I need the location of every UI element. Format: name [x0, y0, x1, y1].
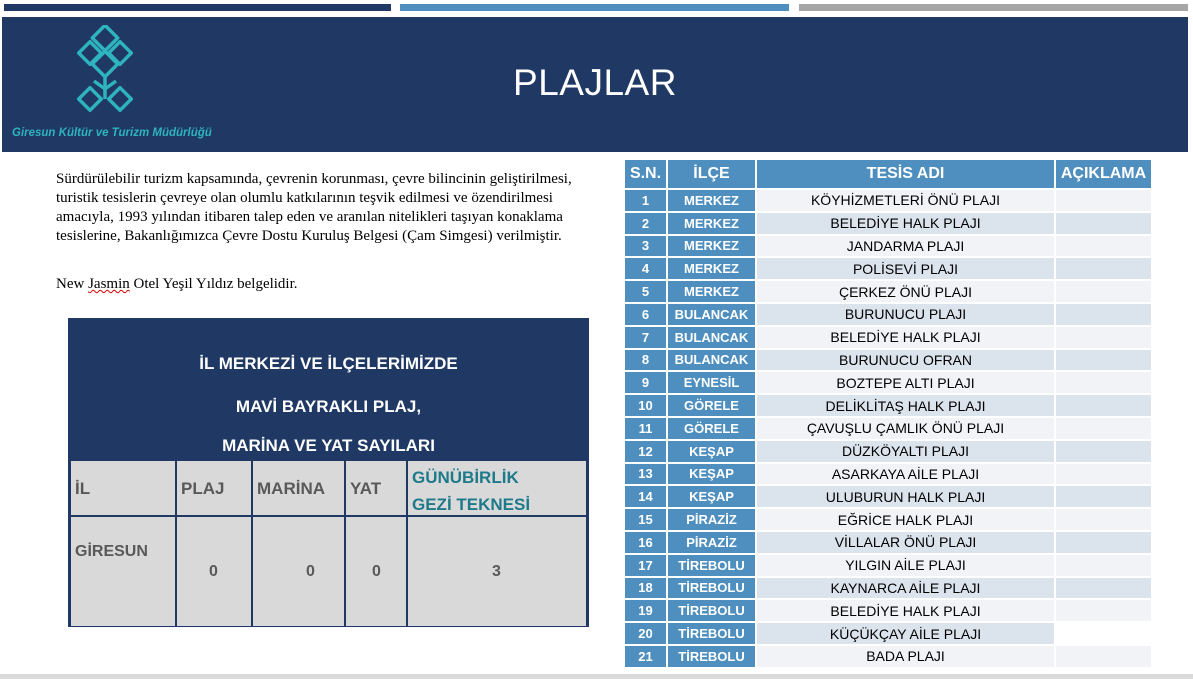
summary-title-line-2: MAVİ BAYRAKLI PLAJ,	[235, 397, 422, 416]
tesis-cell: BELEDİYE HALK PLAJI	[756, 212, 1055, 235]
summary-header-il: İL	[70, 460, 176, 516]
aciklama-cell	[1055, 508, 1152, 531]
beaches-header-row	[624, 159, 1152, 189]
blue-flag-summary-table	[68, 318, 589, 627]
sn-cell: 18	[624, 577, 667, 600]
sn-cell: 16	[624, 531, 667, 554]
summary-cell-yat: 0	[345, 516, 407, 627]
summary-header-gunubirlik: GÜNÜBİRLİK GEZİ TEKNESİ	[407, 460, 587, 516]
sn-cell: 11	[624, 417, 667, 440]
table-row	[624, 189, 1152, 212]
aciklama-cell	[1055, 349, 1152, 372]
table-row	[624, 554, 1152, 577]
summary-cell-marina: 0	[252, 516, 345, 627]
summary-title-line-1: İL MERKEZİ VE İLÇELERİMİZDE	[199, 354, 458, 373]
note-prefix: New	[56, 276, 89, 292]
table-row	[624, 645, 1152, 668]
aciklama-cell	[1055, 554, 1152, 577]
tesis-cell: DELİKLİTAŞ HALK PLAJI	[756, 394, 1055, 417]
aciklama-cell	[1055, 212, 1152, 235]
aciklama-cell	[1055, 531, 1152, 554]
tesis-cell: EĞRİCE HALK PLAJI	[756, 508, 1055, 531]
sn-cell: 6	[624, 303, 667, 326]
ilce-cell: TİREBOLU	[667, 622, 756, 645]
summary-header-yat: YAT	[345, 460, 407, 516]
ilce-cell: KEŞAP	[667, 440, 756, 463]
aciklama-cell	[1055, 622, 1152, 645]
table-row	[624, 326, 1152, 349]
ilce-cell: MERKEZ	[667, 257, 756, 280]
intro-paragraph: Sürdürülebilir turizm kapsamında, çevrenin korunması, çevre bilincinin geliştirilmesi, turistik tesislerin çevreye olan olumlu katkılarının teşvik edilmesi ve özendirilmesi amacıyla, 1993 yılından itibaren talep eden ve aranılan nitelikleri taşıyan konaklama tesislerine, Bakanlığımızca Çevre Dostu Kuruluş Belgesi (Çam Simgesi) verilmiştir.	[56, 171, 572, 244]
accent-bar-blue	[400, 4, 789, 11]
aciklama-cell	[1055, 303, 1152, 326]
tesis-cell: DÜZKÖYALTI PLAJI	[756, 440, 1055, 463]
sn-cell: 3	[624, 235, 667, 258]
aciklama-cell	[1055, 394, 1152, 417]
ilce-cell: PİRAZİZ	[667, 508, 756, 531]
spellcheck-flagged-word: Jasmin	[88, 276, 130, 292]
tesis-cell: ULUBURUN HALK PLAJI	[756, 485, 1055, 508]
summary-cell-plaj: 0	[176, 516, 252, 627]
ilce-cell: MERKEZ	[667, 235, 756, 258]
aciklama-cell	[1055, 326, 1152, 349]
tesis-cell: BADA PLAJI	[756, 645, 1055, 668]
aciklama-cell	[1055, 599, 1152, 622]
tesis-cell: BURUNUCU OFRAN	[756, 349, 1055, 372]
tesis-cell: ÇAVUŞLU ÇAMLIK ÖNÜ PLAJI	[756, 417, 1055, 440]
tesis-cell: BOZTEPE ALTI PLAJI	[756, 371, 1055, 394]
sn-cell: 12	[624, 440, 667, 463]
summary-title-line-3: MARİNA VE YAT SAYILARI	[222, 436, 435, 455]
aciklama-cell	[1055, 417, 1152, 440]
table-row	[624, 394, 1152, 417]
accent-bar-gray	[799, 4, 1188, 11]
sn-cell: 15	[624, 508, 667, 531]
summary-cell-il: GİRESUN	[70, 516, 176, 627]
sn-cell: 20	[624, 622, 667, 645]
ilce-cell: KEŞAP	[667, 463, 756, 486]
aciklama-cell	[1055, 189, 1152, 212]
table-row	[624, 531, 1152, 554]
ilce-cell: BULANCAK	[667, 326, 756, 349]
tesis-cell: JANDARMA PLAJI	[756, 235, 1055, 258]
summary-title	[70, 320, 587, 460]
tesis-cell: KAYNARCA AİLE PLAJI	[756, 577, 1055, 600]
ilce-cell: PİRAZİZ	[667, 531, 756, 554]
tesis-cell: BELEDİYE HALK PLAJI	[756, 326, 1055, 349]
header-ilce: İLÇE	[667, 159, 756, 189]
table-row	[624, 280, 1152, 303]
table-row	[624, 485, 1152, 508]
header-tesis-adi: TESİS ADI	[756, 159, 1055, 189]
tesis-cell: BURUNUCU PLAJI	[756, 303, 1055, 326]
sn-cell: 17	[624, 554, 667, 577]
sn-cell: 19	[624, 599, 667, 622]
tesis-cell: ÇERKEZ ÖNÜ PLAJI	[756, 280, 1055, 303]
header-sn: S.N.	[624, 159, 667, 189]
logo-caption: Giresun Kültür ve Turizm Müdürlüğü	[12, 127, 212, 139]
summary-cell-gunubirlik: 3	[407, 516, 587, 627]
table-row	[624, 235, 1152, 258]
tesis-cell: POLİSEVİ PLAJI	[756, 257, 1055, 280]
table-row	[624, 417, 1152, 440]
summary-header-marina: MARİNA	[252, 460, 345, 516]
accent-bar-navy	[4, 4, 391, 11]
table-row	[624, 440, 1152, 463]
ilce-cell: GÖRELE	[667, 417, 756, 440]
aciklama-cell	[1055, 577, 1152, 600]
ilce-cell: EYNESİL	[667, 371, 756, 394]
ilce-cell: MERKEZ	[667, 280, 756, 303]
sn-cell: 2	[624, 212, 667, 235]
page-title: PLAJLAR	[513, 62, 677, 103]
ilce-cell: TİREBOLU	[667, 577, 756, 600]
aciklama-cell	[1055, 485, 1152, 508]
sn-cell: 5	[624, 280, 667, 303]
table-row	[624, 371, 1152, 394]
ilce-cell: BULANCAK	[667, 349, 756, 372]
table-row	[624, 257, 1152, 280]
sn-cell: 9	[624, 371, 667, 394]
aciklama-cell	[1055, 645, 1152, 668]
sn-cell: 10	[624, 394, 667, 417]
table-row	[624, 303, 1152, 326]
ilce-cell: MERKEZ	[667, 189, 756, 212]
sn-cell: 7	[624, 326, 667, 349]
aciklama-cell	[1055, 257, 1152, 280]
beaches-body	[624, 189, 1152, 668]
green-star-note	[56, 276, 298, 293]
summary-header-plaj: PLAJ	[176, 460, 252, 516]
table-row	[624, 463, 1152, 486]
tesis-cell: BELEDİYE HALK PLAJI	[756, 599, 1055, 622]
ilce-cell: TİREBOLU	[667, 554, 756, 577]
tesis-cell: KÜÇÜKÇAY AİLE PLAJI	[756, 622, 1055, 645]
tesis-cell: VİLLALAR ÖNÜ PLAJI	[756, 531, 1055, 554]
ilce-cell: KEŞAP	[667, 485, 756, 508]
table-row	[624, 212, 1152, 235]
ilce-cell: GÖRELE	[667, 394, 756, 417]
tesis-cell: YILGIN AİLE PLAJI	[756, 554, 1055, 577]
sn-cell: 14	[624, 485, 667, 508]
title-banner	[2, 17, 1188, 152]
sn-cell: 13	[624, 463, 667, 486]
tesis-cell: ASARKAYA AİLE PLAJI	[756, 463, 1055, 486]
aciklama-cell	[1055, 371, 1152, 394]
ilce-cell: TİREBOLU	[667, 599, 756, 622]
footer-line	[0, 674, 1193, 679]
aciklama-cell	[1055, 235, 1152, 258]
sn-cell: 8	[624, 349, 667, 372]
ilce-cell: BULANCAK	[667, 303, 756, 326]
sn-cell: 21	[624, 645, 667, 668]
header-aciklama: AÇIKLAMA	[1055, 159, 1152, 189]
table-row	[624, 349, 1152, 372]
table-row	[624, 622, 1152, 645]
tesis-cell: KÖYHİZMETLERİ ÖNÜ PLAJI	[756, 189, 1055, 212]
aciklama-cell	[1055, 440, 1152, 463]
sn-cell: 4	[624, 257, 667, 280]
ilce-cell: MERKEZ	[667, 212, 756, 235]
note-suffix: Otel Yeşil Yıldız belgelidir.	[129, 276, 298, 292]
aciklama-cell	[1055, 463, 1152, 486]
ilce-cell: TİREBOLU	[667, 645, 756, 668]
aciklama-cell	[1055, 280, 1152, 303]
sn-cell: 1	[624, 189, 667, 212]
table-row	[624, 577, 1152, 600]
table-row	[624, 508, 1152, 531]
table-row	[624, 599, 1152, 622]
beaches-table	[623, 158, 1153, 669]
